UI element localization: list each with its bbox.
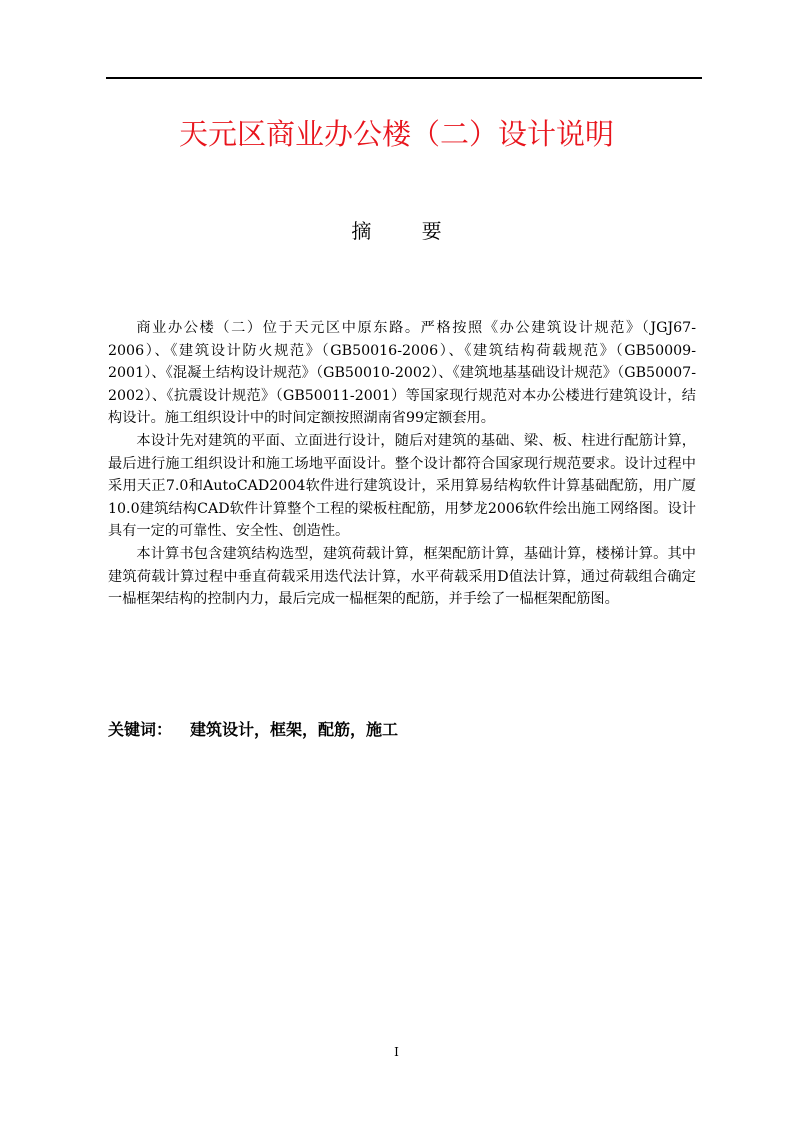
abstract-paragraph-1: 商业办公楼（二）位于天元区中原东路。严格按照《办公建筑设计规范》（JGJ67-2006）、《建筑设计防火规范》（GB50016-2006）、《建筑结构荷载规范》（GB50009-2001）、《混凝土结构设计规范》（GB50010-2002）、《建筑地基基础设计规范》（GB50007-2002）、《抗震设计规范》（GB50011-2001）等国家现行规范对本办公楼进行建筑设计，结构设计。施工组织设计中的时间定额按照湖南省99定额套用。 xyxy=(108,320,696,427)
page-number: I xyxy=(394,1045,399,1059)
header-rule xyxy=(106,77,702,79)
abstract-heading: 摘 要 xyxy=(351,219,464,243)
abstract-body xyxy=(108,317,696,611)
keywords-line xyxy=(108,718,696,742)
abstract-paragraph-2: 本设计先对建筑的平面、立面进行设计，随后对建筑的基础、梁、板、柱进行配筋计算，最后进行施工组织设计和施工场地平面设计。整个设计都符合国家现行规范要求。设计过程中采用天正7.0和AutoCAD2004软件进行建筑设计，采用算易结构软件计算基础配筋，用广厦10.0建筑结构CAD软件计算整个工程的梁板柱配筋，用梦龙2006软件绘出施工网络图。设计具有一定的可靠性、安全性、创造性。 xyxy=(108,432,696,540)
document-title: 天元区商业办公楼（二）设计说明 xyxy=(178,117,614,151)
abstract-paragraph-3: 本计算书包含建筑结构选型，建筑荷载计算，框架配筋计算，基础计算，楼梯计算。其中建筑荷载计算过程中垂直荷载采用迭代法计算，水平荷载采用D值法计算，通过荷载组合确定一榀框架结构的控制内力，最后完成一榀框架的配筋，并手绘了一榀框架配筋图。 xyxy=(108,545,696,608)
keywords-label: 关键词： xyxy=(108,720,173,739)
keywords-value: 建筑设计，框架，配筋，施工 xyxy=(190,720,399,739)
